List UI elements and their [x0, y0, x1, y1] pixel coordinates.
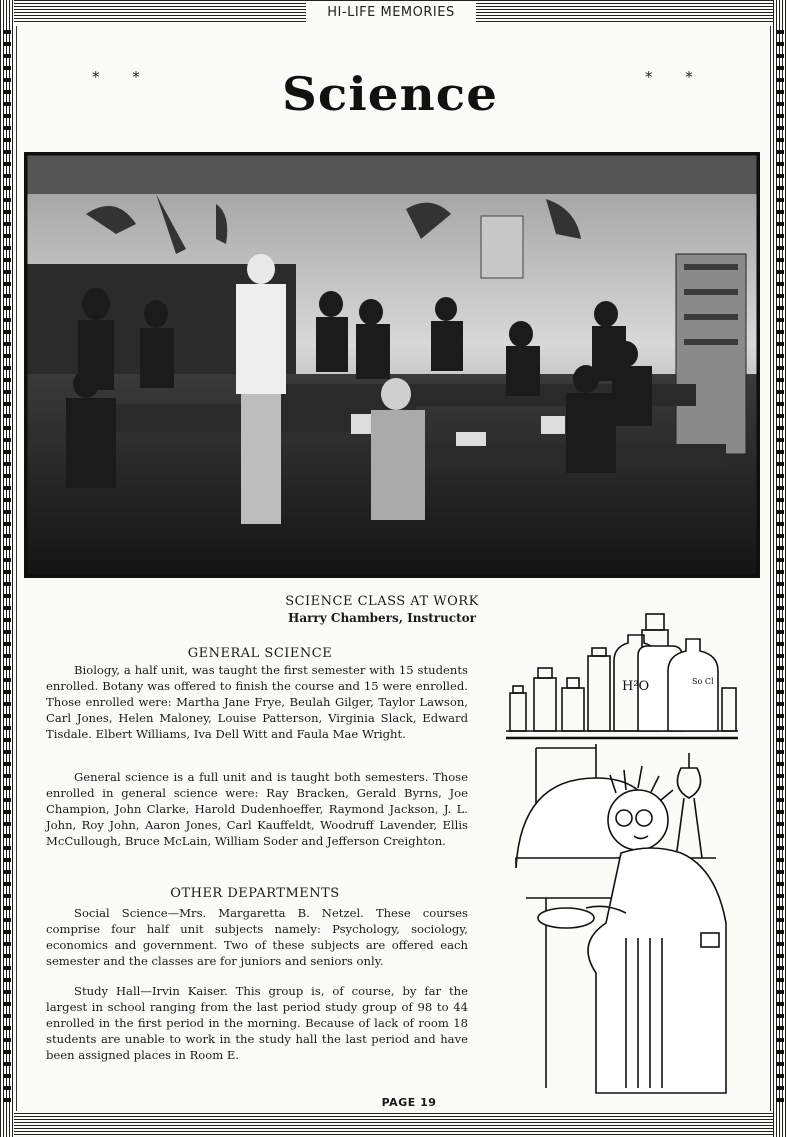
- right-star-ornament: * *: [645, 68, 707, 86]
- bottle-label-solution: So Cl: [692, 677, 714, 686]
- left-chequer-pattern: [3, 30, 11, 1110]
- photo-caption-title: SCIENCE CLASS AT WORK: [285, 594, 479, 609]
- classroom-photo-illustration: [26, 154, 758, 576]
- study-hall-paragraph: Study Hall—Irvin Kaiser. This group is, of course, by far the largest in school ranging from the last period study group of 98 to 44 enrolled in the first period in the morning. Because of lack of room 18 students are unable to work in the study hall the last period and have been assigned places in Room E.: [46, 984, 468, 1062]
- page-number: PAGE 19: [381, 1096, 437, 1109]
- general-science-paragraph-1: Biology, a half unit, was taught the first semester with 15 students enrolled. Botany was offered to finish the course and 15 were enrolled. Those enrolled were: Martha Jane Frye, Beulah Gilger, Taylor Lawson, Carl Jones, Helen Maloney, Louise Patterson, Virginia Slack, Edward Tisdale. Elbert Williams, Iva Dell Witt and Faula Mae Wright.: [46, 663, 468, 741]
- right-chequer-pattern: [776, 30, 784, 1110]
- general-science-paragraph-2: General science is a full unit and is taught both semesters. Those enrolled in general science were: Ray Bracken, Gerald Byrns, Joe Champion, John Clarke, Harold Dudenhoeffer, Raymond Jackson, J. L. John, Roy John, Aaron Jones, Carl Kauffeldt, Woodruff Lavender, Ellis McCullough, Bruce McLain, William Soder and Jefferson Creighton.: [46, 770, 468, 848]
- bottom-border: [0, 1113, 787, 1137]
- scientist-cartoon-drawing: [506, 608, 738, 1094]
- bottle-label-water: H²O: [622, 679, 650, 694]
- running-header: HI-LIFE MEMORIES: [306, 2, 476, 24]
- photo-caption-instructor: Harry Chambers, Instructor: [288, 611, 476, 625]
- general-science-heading: GENERAL SCIENCE: [187, 646, 333, 661]
- social-science-paragraph: Social Science—Mrs. Margaretta B. Netzel. These courses comprise four half unit subjects namely: Psychology, sociology, economics and government. Two of these subjects are offered each semester and the classes are for juniors and seniors only.: [46, 906, 468, 968]
- other-departments-heading: OTHER DEPARTMENTS: [170, 886, 340, 901]
- left-star-ornament: * *: [92, 68, 154, 86]
- page-title: Science: [281, 67, 498, 121]
- chemist-illustration: [506, 608, 738, 1094]
- science-class-photo: [24, 152, 760, 578]
